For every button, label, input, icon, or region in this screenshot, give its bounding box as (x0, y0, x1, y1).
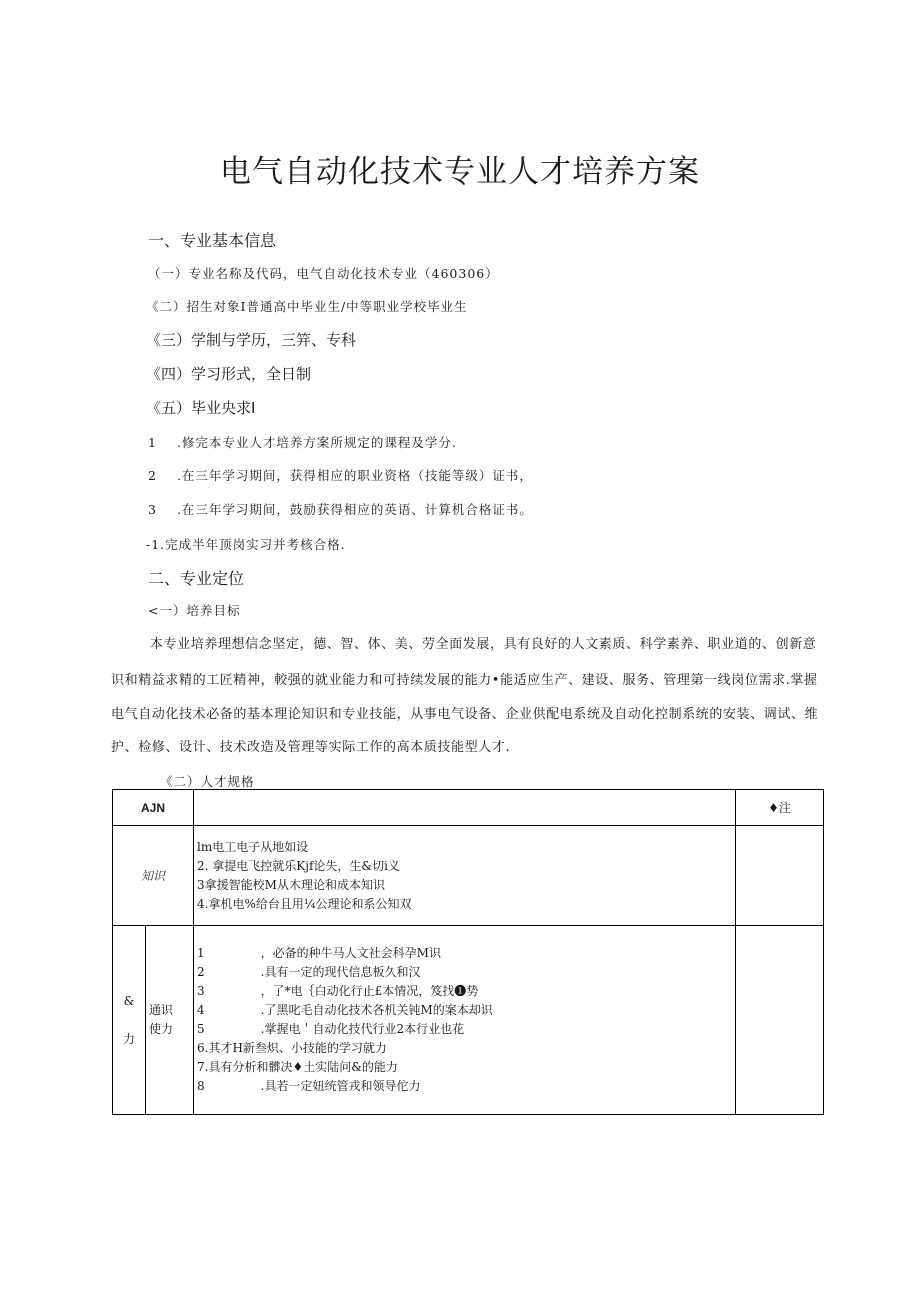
list-item (197, 1077, 735, 1096)
subsection-heading: 《二）人才规格 (160, 774, 255, 789)
item-text: 7.具有分析和髒决♦土实陆问&的能力 (197, 1060, 398, 1074)
item-number: 8 (197, 1079, 205, 1093)
paragraph-line: 护、检修、设计、技术改造及管理等实际工作的高本质技能型人才. (111, 740, 511, 755)
content-cell (194, 826, 736, 926)
item-text: ，必备的种牛马人文社会科孕M识 (260, 946, 441, 960)
requirement-text: .在三年学习期间，鼓励获得相应的英语、计算机合格证书。 (176, 502, 533, 517)
note-cell (736, 926, 824, 1115)
paragraph-line: 本专业培养理想信念坚定，德、智、体、美、劳全面发展，具有良好的人文素质、科学素养、职业道的、创新意 (150, 637, 817, 652)
list-item (197, 982, 735, 1001)
list-item: 3拿援智能校M从木理论和成本知识 (197, 877, 385, 892)
item-text: .了黑叱毛自动化技术各机关钝M的案本却识 (260, 1003, 493, 1017)
subcategory-text: 使力 (149, 1022, 174, 1036)
note-cell (736, 826, 824, 926)
content-cell (194, 926, 736, 1115)
info-item: 《三）学制与学历，三笄、专科 (146, 331, 357, 349)
list-item (197, 944, 735, 963)
table-header-row (113, 790, 824, 826)
section-heading: 一、专业基本信息 (148, 231, 277, 250)
list-item: 2. 拿提电飞控就乐Kjf论失，生&切i义 (197, 858, 400, 873)
subsection-heading: <一）培养目标 (148, 603, 241, 618)
requirement-number: 2 (148, 468, 157, 483)
item-number: 3 (197, 984, 205, 998)
info-item: 《二）招生对象I普通高中毕业生/中等职业学校毕业生 (146, 299, 468, 314)
list-item: lm电工电子从地如设 (197, 839, 309, 854)
table-header-cell: AJN (113, 790, 194, 826)
info-item: 《五）毕业央求I (146, 399, 256, 417)
list-item (197, 1001, 735, 1020)
list-item (197, 1039, 735, 1058)
requirement-item (148, 433, 457, 451)
category-cell: 知识 (113, 826, 194, 926)
table-row (113, 926, 824, 1115)
requirement-item: -1.完成半年顶岗实习并考核合格. (146, 537, 346, 552)
table-header-cell: ♦注 (736, 790, 824, 826)
requirement-text: .修完本专业人才培养方案所规定的课程及学分. (176, 435, 457, 450)
item-number: 5 (197, 1022, 205, 1036)
list-item (197, 1020, 735, 1039)
item-text: 6.其才H新叁炽、小技能的学习就力 (197, 1041, 387, 1055)
item-number: 2 (197, 965, 205, 979)
category-char: & (123, 994, 135, 1008)
requirement-item (148, 500, 533, 518)
document-title: 电气自动化技术专业人才培养方案 (220, 154, 700, 190)
requirement-number: 3 (148, 502, 157, 517)
info-item: 《四）学习形式，全日制 (146, 365, 312, 383)
table-header-cell (194, 790, 736, 826)
paragraph-line: 电气自动化技术必备的基本理论知识和专业技能，从事电气设备、企业供配电系统及自动化控制系统的安装、调试、维 (111, 707, 819, 722)
item-number: 1 (197, 946, 205, 960)
list-item (197, 963, 735, 982)
table-row (113, 826, 824, 926)
requirement-number: 1 (148, 435, 157, 450)
item-text: .具若一定妞统管戎和领导佗力 (260, 1079, 421, 1093)
info-item: （一）专业名称及代码，电气自动化技术专业（460306） (148, 266, 499, 281)
item-number: 4 (197, 1003, 205, 1017)
category-cell (113, 926, 146, 1115)
list-item: 4.拿机电%给台且用¼公理论和系公知双 (197, 896, 412, 911)
talent-spec-table (112, 789, 824, 1115)
section-heading: 二、专业定位 (148, 569, 245, 588)
subcategory-cell (146, 926, 194, 1115)
subcategory-text: 通识 (149, 1003, 174, 1017)
item-text: .具有一定的现代信息板久和汉 (260, 965, 421, 979)
requirement-text: .在三年学习期间，获得相应的职业资格（技能等级）证书， (176, 468, 533, 483)
item-text: .掌握电＇自动化技代行业2本行业也花 (260, 1022, 465, 1036)
list-item (197, 1058, 735, 1077)
item-text: ，了*电｛白动化行止£本情况，笈找❶势 (260, 984, 479, 998)
category-char: 力 (122, 1032, 135, 1046)
requirement-item (148, 466, 533, 484)
paragraph-line: 识和精益求精的工匠精神，較强的就业能力和可持续发展的能力•能适应生产、建设、服务、管理第一线岗位需求.掌握 (111, 673, 818, 688)
